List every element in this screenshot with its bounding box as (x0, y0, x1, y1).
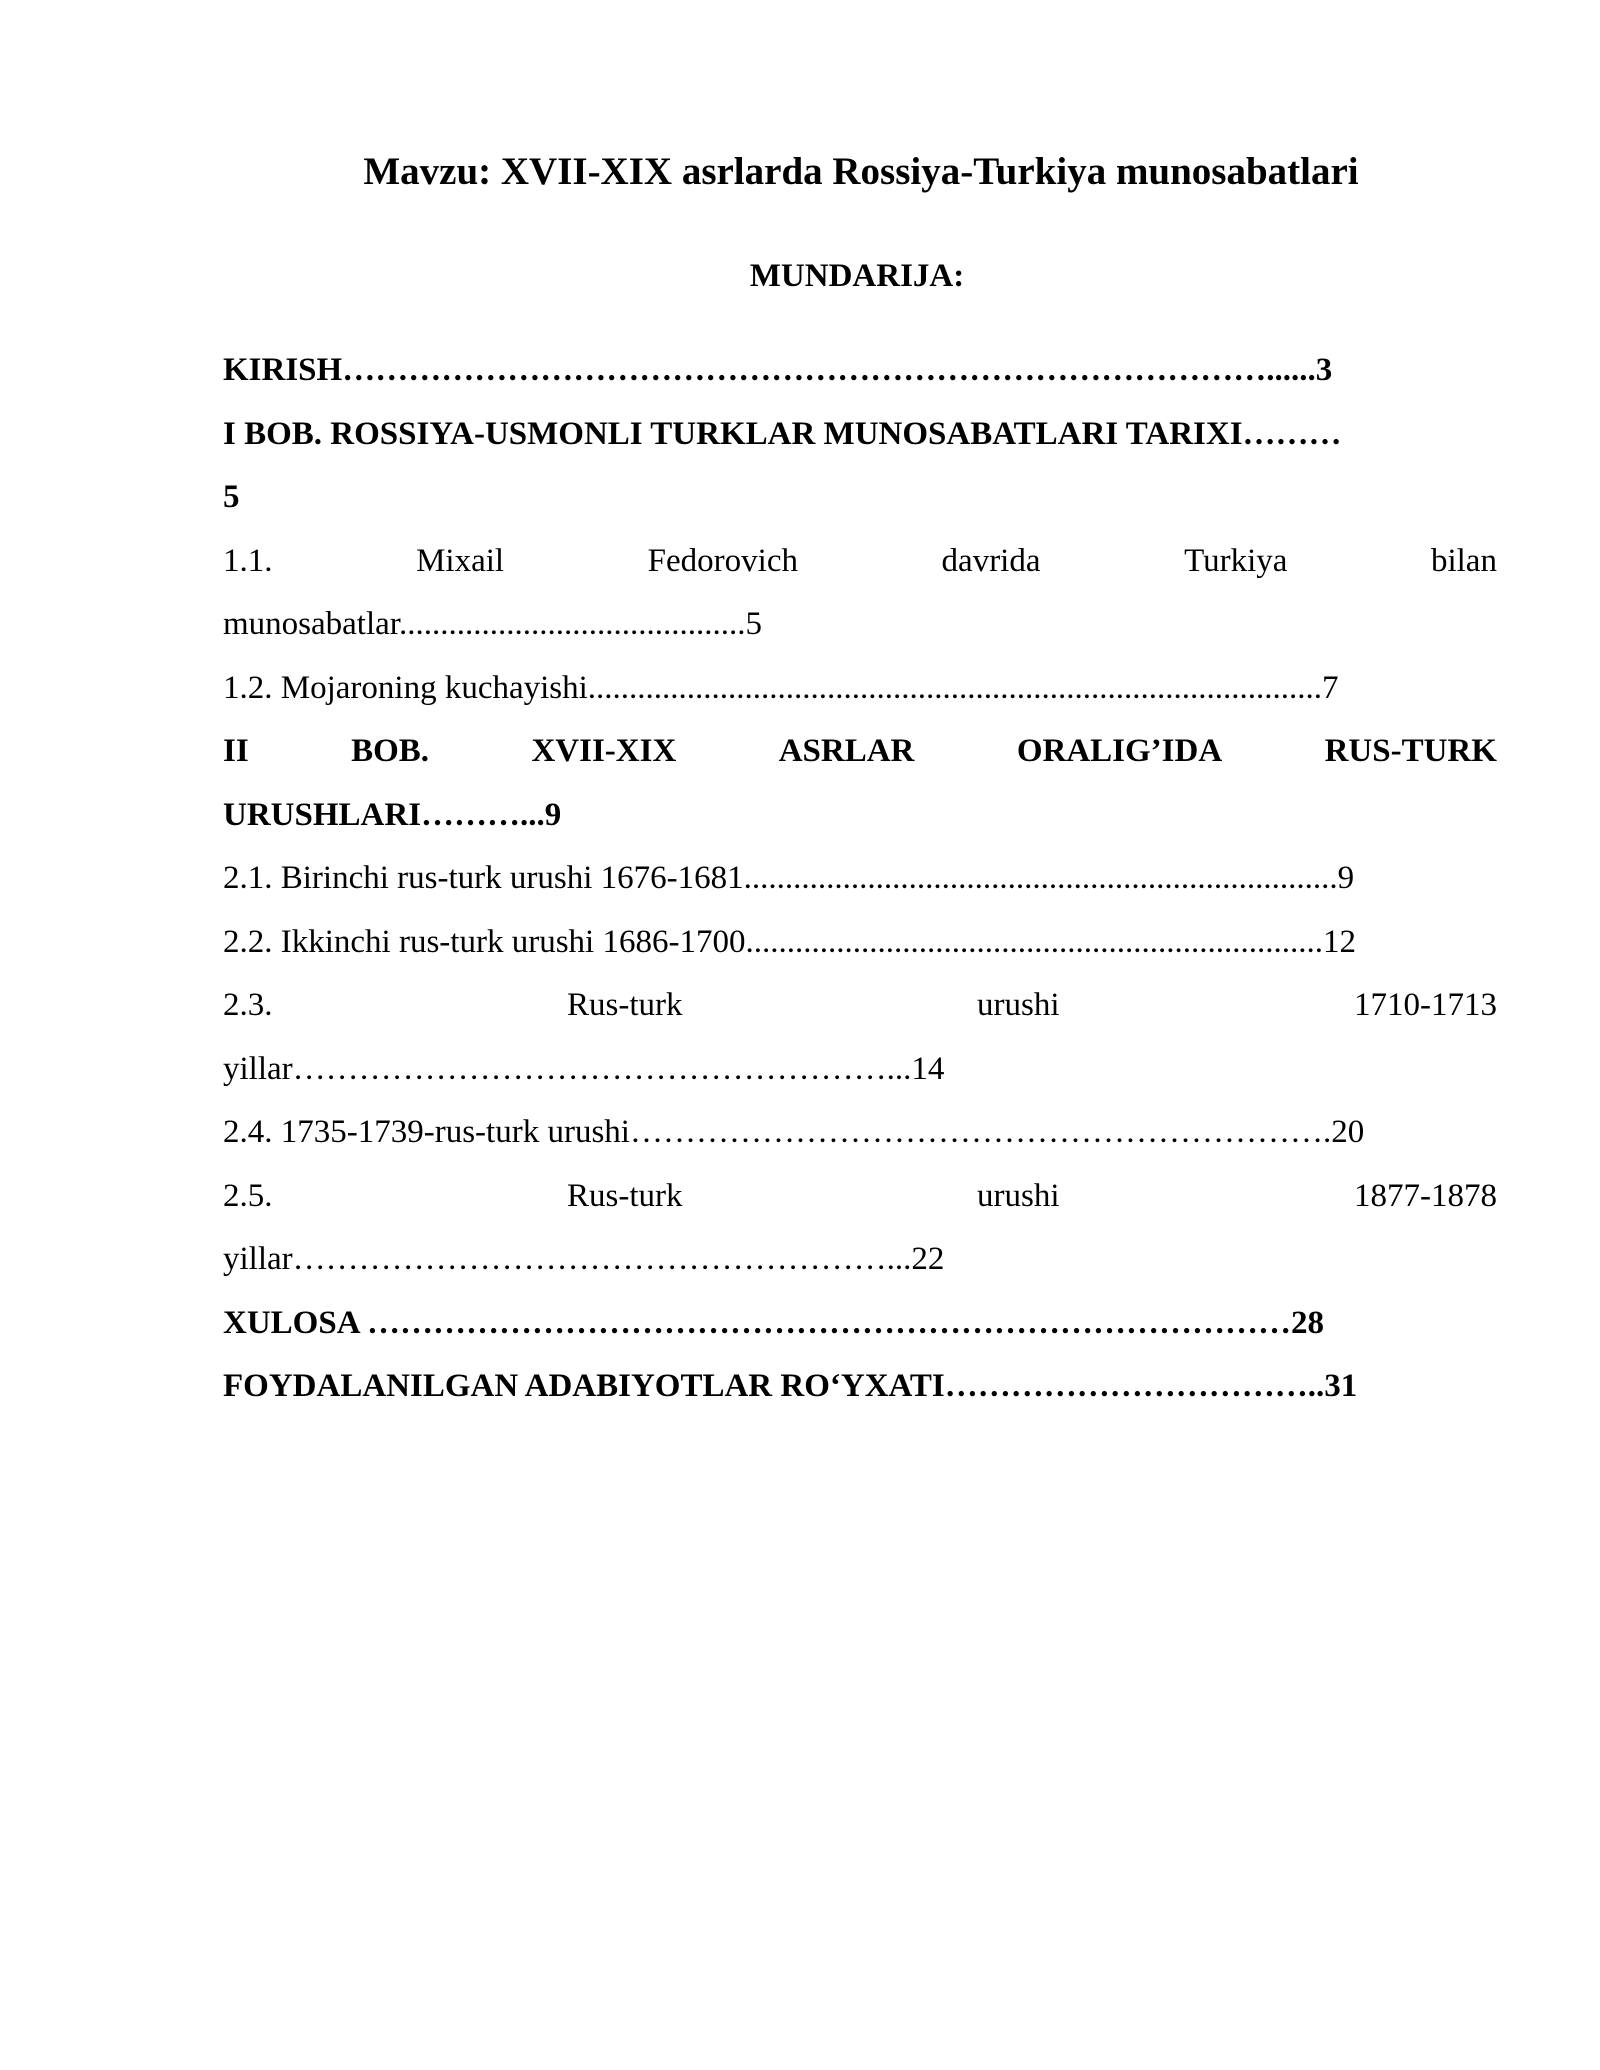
table-of-contents (223, 339, 1497, 1419)
toc-entry-chapter-1-page: 5 (223, 479, 240, 515)
toc-entry-kirish: KIRISH…………………………………………………………………………......3 (223, 352, 1333, 388)
toc-word: ASRLAR (778, 733, 915, 769)
toc-entry-1-2: 1.2. Mojaroning kuchayishi.........................................................................................7 (223, 669, 1339, 706)
toc-entry-2-5 (223, 1165, 1497, 1229)
toc-entry-xulosa: XULOSA …………………………………………………………………………28 (223, 1304, 1324, 1341)
toc-entry-2-4: 2.4. 1735-1739-rus-turk urushi……………………………………………………….20 (223, 1114, 1365, 1150)
toc-word: 1877-1878 (1354, 1177, 1497, 1214)
toc-word: ORALIG’IDA (1016, 733, 1223, 769)
toc-word: XVII-XIX (531, 733, 677, 769)
toc-heading: MUNDARIJA: (749, 258, 965, 294)
document-title: Mavzu: XVII-XIX asrlarda Rossiya-Turkiya munosabatlari (363, 150, 1359, 193)
toc-word: davrida (941, 542, 1041, 579)
toc-word: 2.5. (223, 1177, 273, 1214)
toc-entry-1-1 (223, 530, 1497, 594)
toc-word: urushi (977, 987, 1060, 1023)
toc-word: Rus-turk (567, 1177, 683, 1214)
toc-word: Rus-turk (567, 987, 683, 1023)
toc-word: 1.1. (223, 542, 273, 579)
toc-entry-2-3-page: yillar………………………………………………...14 (223, 1050, 945, 1087)
toc-entry-2-3 (223, 974, 1497, 1038)
toc-word: BOB. (351, 733, 430, 769)
toc-word: 1710-1713 (1354, 987, 1497, 1023)
toc-word: Mixail (416, 542, 505, 579)
toc-entry-1-1-page: munosabatlar..........................................5 (223, 606, 762, 642)
toc-entry-2-1: 2.1. Birinchi rus-turk urushi 1676-1681........................................................................9 (223, 860, 1355, 896)
toc-word: 2.3. (223, 987, 273, 1023)
toc-entry-chapter-2 (223, 720, 1497, 784)
toc-entry-2-2: 2.2. Ikkinchi rus-turk urushi 1686-1700......................................................................12 (223, 923, 1356, 960)
toc-entry-chapter-2-page: URUSHLARI………...9 (223, 796, 562, 833)
toc-word: II (223, 733, 249, 769)
toc-entry-chapter-1: I BOB. ROSSIYA-USMONLI TURKLAR MUNOSABATLARI TARIXI……… (223, 415, 1342, 452)
toc-word: Fedorovich (647, 542, 798, 579)
toc-word: urushi (977, 1177, 1060, 1214)
toc-entry-bibliography: FOYDALANILGAN ADABIYOTLAR RO‘YXATI……………………………..31 (223, 1368, 1358, 1404)
toc-word: bilan (1430, 542, 1497, 579)
toc-word: RUS-TURK (1324, 733, 1497, 769)
toc-word: Turkiya (1184, 542, 1288, 579)
toc-entry-2-5-page: yillar………………………………………………...22 (223, 1241, 945, 1277)
